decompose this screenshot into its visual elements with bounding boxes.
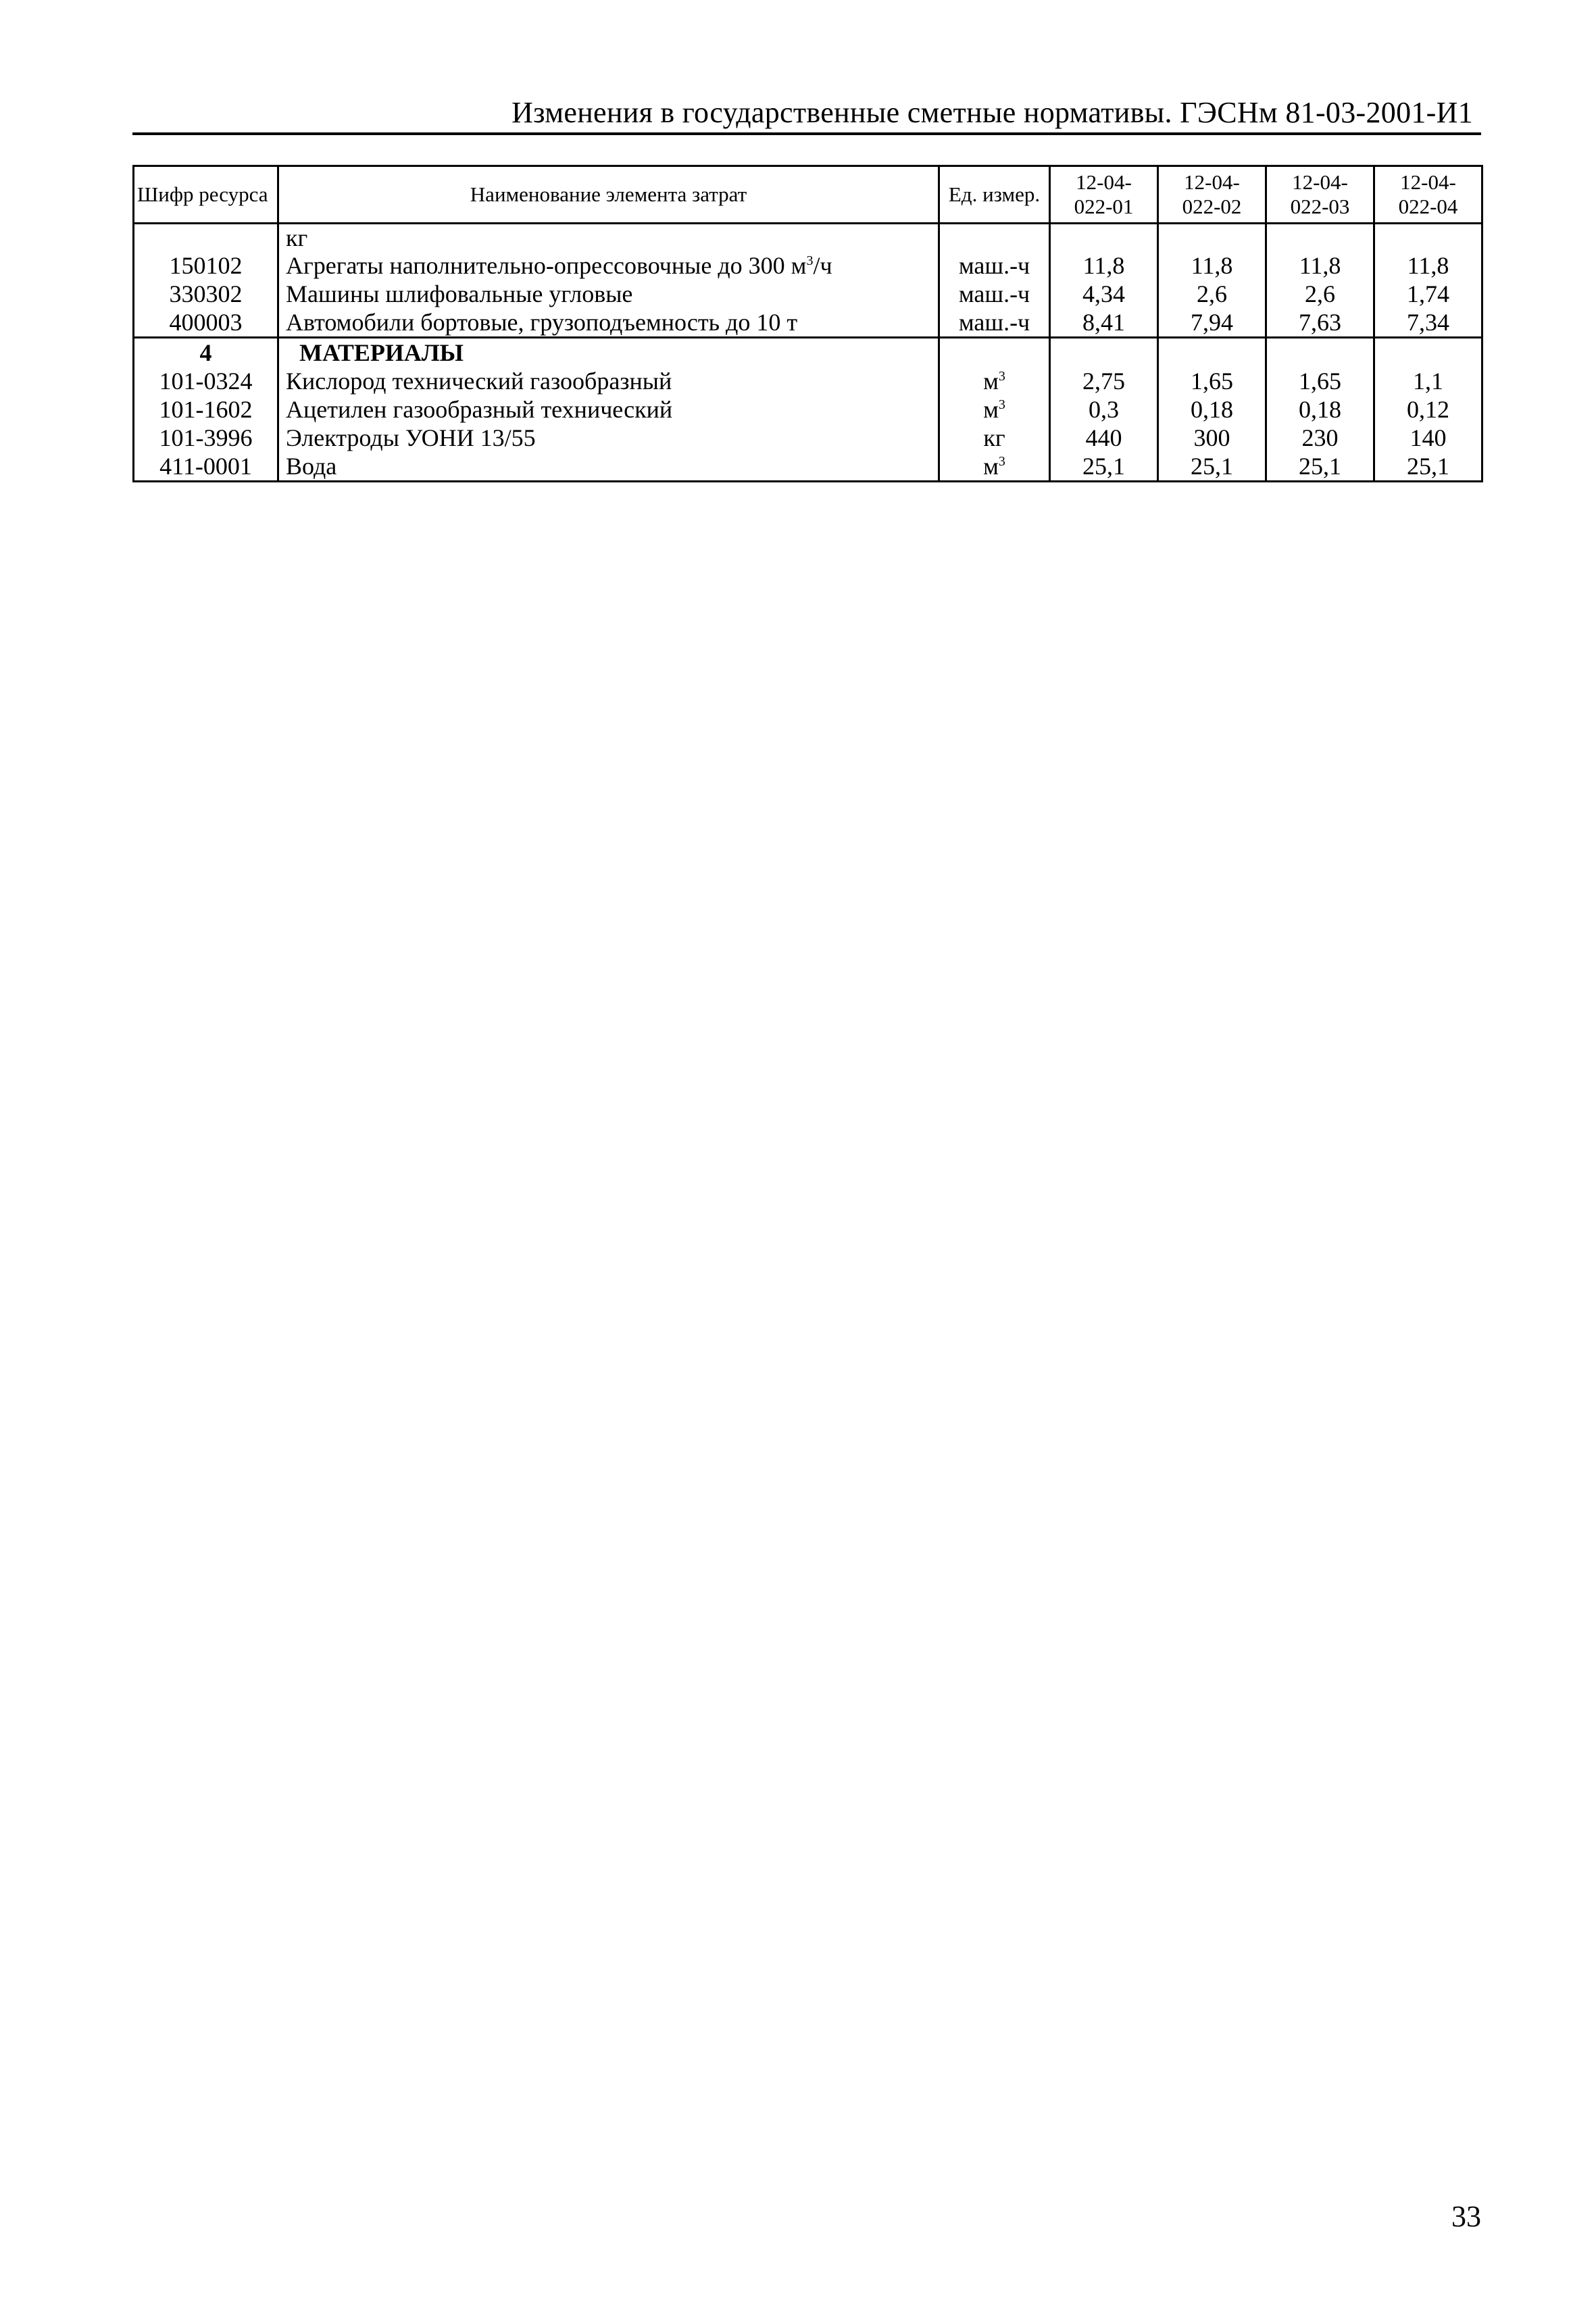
cell-value: 0,18 [1158,395,1266,424]
resource-table [132,165,1483,482]
section-number: 4 [134,338,278,368]
name-text: Агрегаты наполнительно-опрессовочные до 300 м [286,252,807,279]
cell-code: 101-1602 [134,395,278,424]
cell-value: 0,18 [1266,395,1374,424]
cell-value [1374,224,1482,252]
unit-text: м [983,396,999,423]
cell-unit [939,367,1050,395]
table-row [134,251,1482,280]
cell-value: 2,75 [1050,367,1158,395]
cell-value: 11,8 [1158,251,1266,280]
cell-value: 440 [1050,424,1158,452]
table-row-unit-continuation [134,224,1482,252]
unit-text: м [983,368,999,395]
cell-unit: маш.-ч [939,308,1050,338]
document-title: Изменения в государственные сметные нормативы. ГЭСНм 81-03-2001-И1 [512,96,1473,129]
cell-value: 1,74 [1374,280,1482,308]
table-row [134,424,1482,452]
superscript: 3 [998,454,1005,469]
table-row [134,280,1482,308]
cell-value: 1,65 [1158,367,1266,395]
cell-unit [939,224,1050,252]
column-header-norm-3 [1266,166,1374,224]
cell-value: 7,34 [1374,308,1482,338]
section-title: МАТЕРИАЛЫ [278,338,939,368]
cell-name: Вода [278,452,939,482]
cell-value: 0,12 [1374,395,1482,424]
cell-value: 140 [1374,424,1482,452]
table-row [134,395,1482,424]
cell-value: 7,63 [1266,308,1374,338]
cell-value: 25,1 [1158,452,1266,482]
page-number: 33 [1451,2200,1481,2233]
norm-code-top: 12-04- [1184,170,1240,194]
cell-value: 8,41 [1050,308,1158,338]
column-header-name: Наименование элемента затрат [278,166,939,224]
cell-unit: кг [939,424,1050,452]
table-header-row [134,166,1482,224]
cell-value: 300 [1158,424,1266,452]
superscript: 3 [998,397,1005,412]
cell-value: 2,6 [1266,280,1374,308]
cell-code: 101-3996 [134,424,278,452]
cell-unit: маш.-ч [939,280,1050,308]
norm-code-top: 12-04- [1292,170,1348,194]
cell-name [278,251,939,280]
table-row [134,452,1482,482]
column-header-code: Шифр ресурса [134,166,278,224]
norm-code-top: 12-04- [1076,170,1132,194]
cell-name: Ацетилен газообразный технический [278,395,939,424]
cell-name: Кислород технический газообразный [278,367,939,395]
unit-text: м [983,453,999,480]
cell-unit [939,338,1050,368]
cell-name: кг [278,224,939,252]
cell-value: 25,1 [1050,452,1158,482]
cell-name: Машины шлифовальные угловые [278,280,939,308]
cell-unit: маш.-ч [939,251,1050,280]
column-header-norm-4 [1374,166,1482,224]
cell-name: Автомобили бортовые, грузоподъемность до 10 т [278,308,939,338]
cell-value [1266,224,1374,252]
cell-value: 7,94 [1158,308,1266,338]
norm-code-bottom: 022-03 [1290,195,1350,218]
cell-value [1158,224,1266,252]
column-header-unit: Ед. измер. [939,166,1050,224]
cell-code: 411-0001 [134,452,278,482]
norm-code-bottom: 022-04 [1398,195,1458,218]
cell-code: 330302 [134,280,278,308]
cell-code: 101-0324 [134,367,278,395]
cell-value: 230 [1266,424,1374,452]
cell-code: 150102 [134,251,278,280]
cell-value [1266,338,1374,368]
cell-unit [939,395,1050,424]
cell-value: 25,1 [1266,452,1374,482]
norm-code-bottom: 022-01 [1074,195,1134,218]
section-row-materials [134,338,1482,368]
superscript: 3 [806,253,814,268]
name-tail: /ч [813,252,832,279]
cell-code: 400003 [134,308,278,338]
cell-value [1050,338,1158,368]
cell-value: 11,8 [1050,251,1158,280]
cell-value: 11,8 [1266,251,1374,280]
cell-value: 11,8 [1374,251,1482,280]
cell-value: 1,1 [1374,367,1482,395]
cell-value [1158,338,1266,368]
page-header [132,95,1481,135]
cell-value [1374,338,1482,368]
cell-value: 1,65 [1266,367,1374,395]
cell-code [134,224,278,252]
superscript: 3 [998,369,1005,384]
norm-code-bottom: 022-02 [1182,195,1242,218]
column-header-norm-1 [1050,166,1158,224]
cell-value: 2,6 [1158,280,1266,308]
norm-code-top: 12-04- [1400,170,1456,194]
table-row [134,308,1482,338]
cell-unit [939,452,1050,482]
column-header-norm-2 [1158,166,1266,224]
cell-value: 0,3 [1050,395,1158,424]
table-row [134,367,1482,395]
cell-value: 25,1 [1374,452,1482,482]
cell-name: Электроды УОНИ 13/55 [278,424,939,452]
cell-value: 4,34 [1050,280,1158,308]
cell-value [1050,224,1158,252]
